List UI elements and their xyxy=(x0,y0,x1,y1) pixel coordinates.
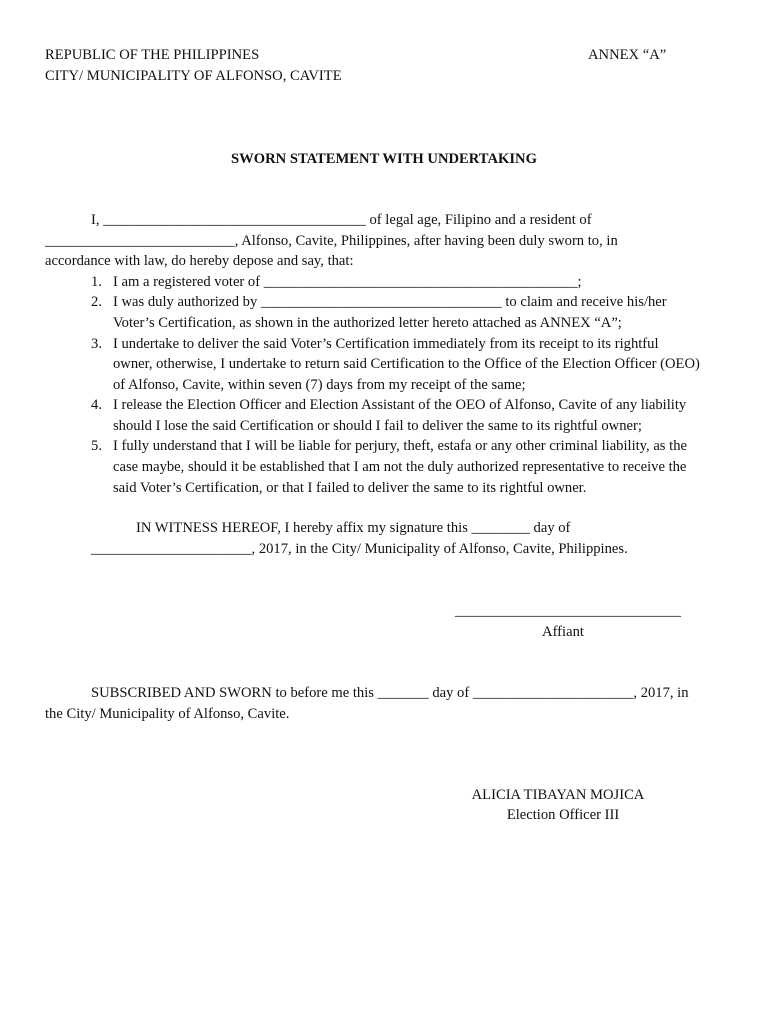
officer-name: ALICIA TIBAYAN MOJICA xyxy=(471,787,645,803)
subscribed-line-2: the City/ Municipality of Alfonso, Cavite. xyxy=(45,706,290,722)
intro-line-2: __________________________, Alfonso, Cavite, Philippines, after having been duly sworn to, in xyxy=(45,233,618,249)
officer-title: Election Officer III xyxy=(506,807,620,823)
item-3-line-1: I undertake to deliver the said Voter’s Certification immediately from its receipt to its rightful xyxy=(113,336,659,352)
witness-line-1: IN WITNESS HEREOF, I hereby affix my signature this ________ day of xyxy=(136,520,571,536)
item-4-line-1: I release the Election Officer and Election Assistant of the OEO of Alfonso, Cavite of any liability xyxy=(113,397,687,413)
item-5-line-3: said Voter’s Certification, or that I failed to deliver the same to its rightful owner. xyxy=(113,480,587,496)
item-number: 5. xyxy=(91,438,102,454)
item-5-line-2: case maybe, should it be established that I am not the duly authorized representative to receive the xyxy=(113,459,687,475)
intro-line-1: I, ____________________________________ of legal age, Filipino and a resident of xyxy=(91,212,592,228)
affiant-label: Affiant xyxy=(542,624,584,640)
intro-line-3: accordance with law, do hereby depose and say, that: xyxy=(45,253,354,269)
item-number: 2. xyxy=(91,294,102,310)
item-number: 1. xyxy=(91,274,102,290)
item-5-line-1: I fully understand that I will be liable for perjury, theft, estafa or any other criminal liability, as the xyxy=(113,438,687,454)
witness-line-2: ______________________, 2017, in the City/ Municipality of Alfonso, Cavite, Philippines. xyxy=(91,541,628,557)
item-2-line-1: I was duly authorized by _________________________________ to claim and receive his/her xyxy=(113,294,667,310)
subscribed-line-1: SUBSCRIBED AND SWORN to before me this _______ day of ______________________, 2017, in xyxy=(91,685,689,701)
item-2-line-2: Voter’s Certification, as shown in the authorized letter hereto attached as ANNEX “A”; xyxy=(113,315,622,331)
annex-label: ANNEX “A” xyxy=(588,47,667,63)
republic-heading: REPUBLIC OF THE PHILIPPINES xyxy=(45,47,260,63)
affiant-signature-line: _______________________________ xyxy=(454,603,682,619)
item-4-line-2: should I lose the said Certification or should I fail to deliver the same to its rightful owner; xyxy=(113,418,642,434)
item-number: 4. xyxy=(91,397,102,413)
item-3-line-3: of Alfonso, Cavite, within seven (7) days from my receipt of the same; xyxy=(113,377,526,393)
item-3-line-2: owner, otherwise, I undertake to return said Certification to the Office of the Election Officer (OEO) xyxy=(113,356,700,372)
item-number: 3. xyxy=(91,336,102,352)
municipality-heading: CITY/ MUNICIPALITY OF ALFONSO, CAVITE xyxy=(45,68,342,84)
document-title: SWORN STATEMENT WITH UNDERTAKING xyxy=(231,151,537,167)
item-1-line-1: I am a registered voter of ___________________________________________; xyxy=(113,274,582,290)
